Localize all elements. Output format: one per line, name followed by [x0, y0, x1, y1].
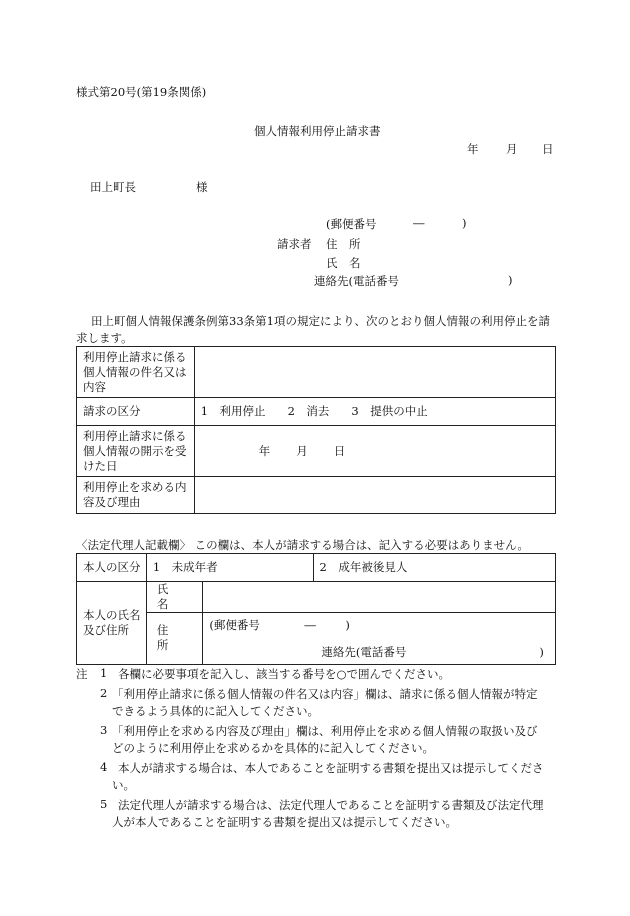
principal-address-label: 住 所	[147, 613, 203, 664]
option-suspend-use[interactable]: 1 利用停止	[200, 404, 266, 418]
requester-phone-close: )	[508, 273, 513, 287]
principal-detail-cell	[146, 582, 555, 665]
principal-postal-label: (郵便番号	[209, 618, 260, 632]
option-minor[interactable]: 1 未成年者	[146, 554, 313, 582]
requester-name-label: 氏 名	[326, 256, 361, 270]
note-number: 3	[100, 723, 108, 737]
request-type-field[interactable]	[194, 398, 555, 426]
option-erase[interactable]: 2 消去	[287, 404, 330, 418]
disclosure-date-label: 利用停止請求に係る 個人情報の開示を受 けた日	[77, 426, 195, 477]
note-number: 5	[100, 797, 108, 811]
principal-name-field[interactable]	[203, 582, 555, 613]
notes-prefix: 注	[76, 667, 88, 681]
table-row	[77, 426, 556, 477]
principal-phone-label: 連絡先(電話番号	[321, 645, 407, 659]
document-title: 個人情報利用停止請求書	[254, 124, 381, 138]
note-number: 4	[100, 760, 108, 774]
intro-line-1: 田上町個人情報保護条例第33条第1項の規定により、次のとおり個人情報の利用停止を請	[91, 314, 550, 328]
note-line: い。	[112, 778, 135, 792]
requester-label: 請求者	[277, 237, 312, 251]
reason-label: 利用停止を求める内 容及び理由	[77, 477, 195, 514]
request-type-label: 請求の区分	[77, 398, 195, 426]
request-table	[76, 346, 556, 514]
principal-phone-close: )	[539, 645, 544, 659]
option-adult-ward[interactable]: 2 成年被後見人	[313, 554, 556, 582]
note-line: 法定代理人が請求する場合は、法定代理人であることを証明する書類及び法定代理	[118, 798, 544, 812]
agent-table	[76, 553, 556, 665]
note-line: 「利用停止請求に係る個人情報の件名又は内容」欄は、請求に係る個人情報が特定	[112, 687, 538, 701]
note-number: 2	[100, 686, 108, 700]
requester-postal-label: (郵便番号	[326, 217, 377, 231]
date-month-label: 月	[506, 142, 518, 156]
option-stop-provision[interactable]: 3 提供の中止	[351, 404, 428, 418]
date-year-label: 年	[467, 142, 479, 156]
requester-postal-close: )	[462, 216, 467, 230]
note-line: 本人が請求する場合は、本人であることを証明する書類を提出又は提示してくださ	[118, 761, 544, 775]
table-row	[77, 582, 556, 665]
principal-category-label: 本人の区分	[77, 554, 147, 582]
principal-postal-dash: ―	[304, 618, 316, 632]
note-line: 人が本人であることを証明する書類を提出又は提示してください。	[112, 815, 457, 829]
intro-line-2: 求します。	[76, 331, 133, 345]
note-line: 各欄に必要事項を記入し、該当する番号を○で囲んでください。	[118, 667, 451, 681]
subject-label: 利用停止請求に係る 個人情報の件名又は 内容	[77, 347, 195, 398]
principal-postal-close: )	[345, 618, 350, 632]
disclosure-date-field[interactable]: 年 月 日	[194, 426, 555, 477]
table-row	[77, 554, 556, 582]
note-line: できるよう具体的に記入してください。	[112, 704, 319, 718]
requester-phone-label: 連絡先(電話番号	[314, 274, 399, 288]
table-row	[147, 613, 555, 664]
table-row	[77, 477, 556, 514]
note-number: 1	[100, 666, 108, 680]
requester-address-label: 住 所	[326, 237, 361, 251]
table-row	[77, 398, 556, 426]
principal-name-label: 氏 名	[147, 582, 203, 613]
subject-field[interactable]	[194, 347, 555, 398]
principal-label: 本人の氏名 及び住所	[77, 582, 147, 665]
agent-section-heading: 〈法定代理人記載欄〉 この欄は、本人が請求する場合は、記入する必要はありません。	[76, 538, 529, 552]
note-line: どのように利用停止を求めるかを具体的に記入してください。	[112, 741, 434, 755]
form-number: 様式第20号(第19条関係)	[76, 85, 207, 99]
principal-address-field[interactable]	[203, 613, 555, 664]
addressee-name: 田上町長	[90, 180, 136, 194]
requester-postal-dash: ―	[413, 216, 425, 230]
table-row	[147, 582, 555, 613]
date-day-label: 日	[542, 142, 554, 156]
principal-detail-table	[147, 582, 555, 664]
table-row	[77, 347, 556, 398]
note-line: 「利用停止を求める内容及び理由」欄は、利用停止を求める個人情報の取扱い及び	[112, 724, 538, 738]
reason-field[interactable]	[194, 477, 555, 514]
addressee-honorific: 様	[196, 180, 208, 194]
